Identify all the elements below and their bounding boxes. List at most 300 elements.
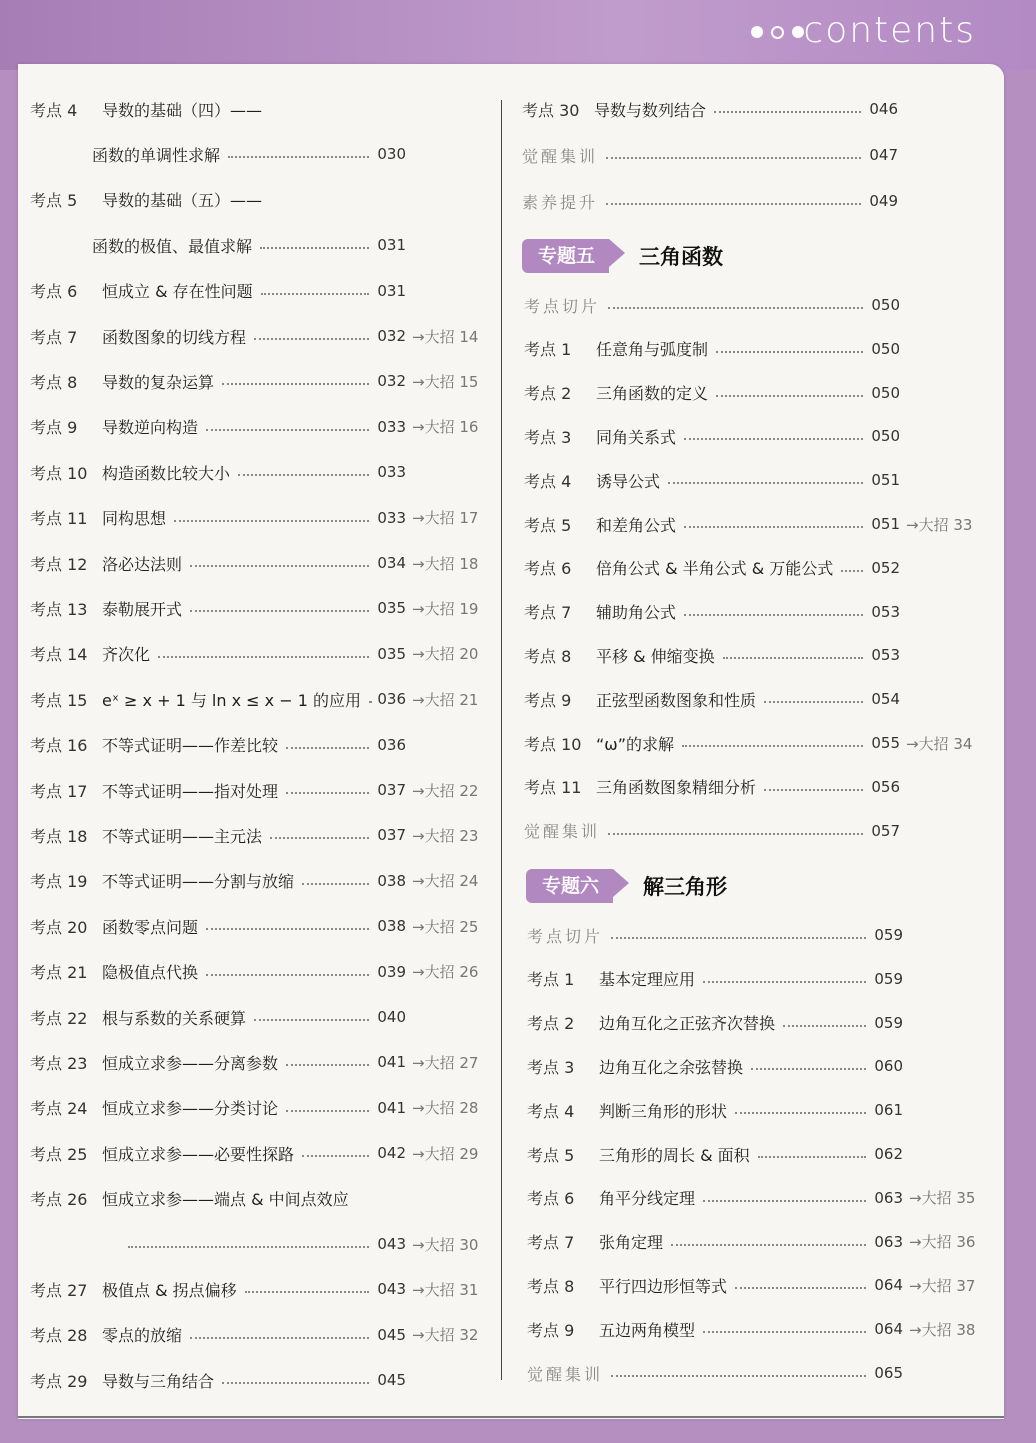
cross-reference: →大招 31 [412, 1280, 479, 1299]
page-number: 043 [377, 1280, 406, 1299]
dot-leader [608, 307, 863, 309]
entry-title: 函数图象的切线方程 [102, 327, 247, 347]
toc-entry[interactable] [527, 1097, 989, 1123]
toc-entry[interactable] [30, 459, 492, 485]
entry-number: 考点 18 [30, 826, 88, 846]
entry-title: 齐次化 [102, 645, 151, 665]
page-number: 065 [874, 1364, 903, 1382]
dot-leader [671, 1244, 866, 1246]
toc-entry[interactable] [30, 323, 492, 349]
toc-entry[interactable] [524, 818, 986, 844]
dot-leader [841, 570, 863, 572]
dot-leader [270, 837, 369, 839]
entry-title: 同构思想 [102, 509, 167, 529]
contents-heading: contents [803, 10, 976, 51]
entry-number: 考点 12 [30, 554, 88, 574]
page-number: 050 [871, 296, 900, 314]
toc-entry[interactable] [30, 368, 492, 394]
toc-entry[interactable] [30, 1140, 492, 1166]
page-number: 049 [869, 192, 898, 210]
page-number: 042 [377, 1144, 406, 1163]
page-number: 054 [871, 690, 900, 709]
entry-number: 考点 24 [30, 1099, 88, 1119]
page-number: 060 [874, 1057, 903, 1076]
section-title: 三角函数 [639, 245, 724, 269]
entry-number: 考点 7 [30, 327, 78, 347]
entry-number: 考点 3 [524, 427, 572, 447]
dot-leader [668, 482, 863, 484]
dot-icon [751, 26, 763, 38]
entry-number: 考点 5 [30, 191, 78, 211]
entry-title: 边角互化之余弦替换 [599, 1057, 744, 1077]
column-divider [501, 100, 502, 1380]
page-number: 045 [377, 1325, 406, 1344]
entry-number: 考点 17 [30, 781, 88, 801]
entry-title: 导数逆向构造 [102, 418, 199, 438]
toc-entry[interactable] [524, 423, 986, 449]
entry-number: 考点 4 [524, 471, 572, 491]
page-number: 040 [377, 1008, 406, 1026]
entry-title: 角平分线定理 [599, 1189, 696, 1209]
entry-number: 考点 6 [30, 282, 78, 302]
toc-entry[interactable] [30, 822, 492, 848]
page-number: 030 [377, 145, 406, 164]
toc-entry[interactable] [30, 641, 492, 667]
cross-reference: →大招 17 [412, 509, 479, 528]
cross-reference: →大招 29 [412, 1144, 479, 1163]
entry-title: 三角函数的定义 [596, 384, 709, 404]
cross-reference: →大招 15 [412, 372, 479, 391]
entry-title: 洛必达法则 [102, 554, 183, 574]
cross-reference: →大招 32 [412, 1326, 479, 1345]
cross-reference: →大招 14 [412, 327, 479, 346]
entry-number: 考点 1 [524, 340, 572, 360]
page-number: 051 [871, 515, 900, 533]
toc-entry[interactable] [30, 868, 492, 894]
entry-number: 考点 23 [30, 1053, 88, 1073]
entry-number: 考点 29 [30, 1371, 88, 1391]
dot-leader [286, 792, 369, 794]
toc-entry[interactable] [527, 1141, 989, 1167]
entry-title: 边角互化之正弦齐次替换 [599, 1014, 776, 1034]
toc-entry[interactable] [527, 1229, 989, 1255]
page-number: 063 [874, 1232, 903, 1251]
entry-title: 觉醒集训 [527, 1364, 604, 1384]
dot-leader [764, 789, 863, 791]
dot-leader [302, 1155, 369, 1157]
toc-entry[interactable] [524, 292, 986, 318]
entry-number: 考点 1 [527, 970, 575, 990]
entry-title: 极值点 & 拐点偏移 [102, 1280, 237, 1300]
page-number: 035 [377, 599, 406, 618]
page-number: 037 [377, 826, 406, 845]
cross-reference: →大招 35 [909, 1189, 976, 1208]
entry-number: 考点 5 [527, 1145, 575, 1165]
toc-entry[interactable] [30, 1322, 492, 1348]
toc-entry[interactable] [524, 686, 986, 712]
entry-title: 判断三角形的形状 [599, 1101, 728, 1121]
toc-entry[interactable] [92, 232, 492, 258]
dot-leader [222, 1382, 369, 1384]
page-number: 045 [377, 1371, 406, 1390]
entry-number: 考点 3 [527, 1057, 575, 1077]
entry-number: 考点 16 [30, 736, 88, 756]
dot-leader [611, 1375, 866, 1377]
dot-leader [758, 1156, 867, 1158]
entry-title: 导数的复杂运算 [102, 372, 215, 392]
dot-leader [190, 610, 369, 612]
page-number: 056 [871, 777, 900, 796]
page-number: 059 [874, 969, 903, 988]
dot-leader [714, 111, 861, 113]
entry-number: 考点 10 [524, 734, 582, 754]
entry-title: 函数的单调性求解 [92, 145, 221, 165]
entry-number: 考点 20 [30, 917, 88, 937]
toc-entry[interactable] [30, 732, 492, 758]
dot-leader [684, 526, 863, 528]
dot-leader [684, 614, 863, 616]
entry-title: 五边两角模型 [599, 1320, 696, 1340]
dot-leader [238, 474, 369, 476]
page-number: 035 [377, 644, 406, 663]
entry-title: 觉醒集训 [522, 146, 599, 166]
cross-reference: →大招 28 [412, 1099, 479, 1118]
entry-title: 恒成立 & 存在性问题 [102, 282, 253, 302]
entry-number: 考点 10 [30, 463, 88, 483]
cross-reference: →大招 34 [906, 734, 973, 753]
page-number: 038 [377, 917, 406, 936]
dot-leader [206, 928, 369, 930]
page-number: 033 [377, 463, 406, 482]
entry-title: 不等式证明——指对处理 [102, 781, 279, 801]
dot-leader [261, 293, 370, 295]
entry-title: 考点切片 [527, 926, 604, 946]
dot-leader [190, 565, 369, 567]
entry-title: 零点的放缩 [102, 1326, 183, 1346]
entry-number: 考点 30 [522, 100, 580, 120]
entry-title: 恒成立求参——端点 & 中间点效应 [102, 1190, 349, 1210]
page-number: 051 [871, 471, 900, 490]
cross-reference: →大招 25 [412, 917, 479, 936]
dot-leader [206, 974, 369, 976]
toc-entry[interactable] [120, 1231, 492, 1257]
dot-leader [606, 203, 861, 205]
page-number: 034 [377, 554, 406, 572]
entry-number: 考点 2 [524, 384, 572, 404]
section-title: 解三角形 [643, 875, 728, 899]
dot-leader [286, 1064, 369, 1066]
entry-number: 考点 8 [527, 1276, 575, 1296]
dot-leader [735, 1287, 866, 1289]
dots-decoration [751, 26, 804, 39]
entry-number: 考点 9 [30, 418, 78, 438]
toc-entry[interactable] [30, 414, 492, 440]
toc-entry[interactable] [524, 555, 986, 581]
dot-leader [723, 657, 864, 659]
entry-title: 导数与数列结合 [594, 100, 707, 120]
toc-entry[interactable] [527, 966, 989, 992]
dot-leader [703, 1331, 866, 1333]
page-number: 062 [874, 1145, 903, 1163]
toc-entry[interactable] [527, 1316, 989, 1342]
page-number: 046 [869, 100, 898, 118]
page-number: 053 [871, 602, 900, 621]
entry-title: 平行四边形恒等式 [599, 1276, 728, 1296]
cross-reference: →大招 22 [412, 781, 479, 800]
entry-number: 考点 21 [30, 963, 88, 983]
dot-leader [751, 1068, 866, 1070]
toc-entry[interactable] [30, 777, 492, 803]
cross-reference: →大招 19 [412, 599, 479, 618]
page-number: 032 [377, 372, 406, 391]
page-number: 064 [874, 1320, 903, 1339]
page-number: 036 [377, 735, 406, 754]
cross-reference: →大招 24 [412, 872, 479, 891]
dot-leader [716, 395, 863, 397]
section-header [522, 238, 723, 274]
entry-number: 考点 7 [527, 1233, 575, 1253]
entry-number: 考点 9 [524, 690, 572, 710]
toc-entry[interactable] [524, 642, 986, 668]
entry-title: 函数零点问题 [102, 917, 199, 937]
entry-title: 倍角公式 & 半角公式 & 万能公式 [596, 559, 834, 579]
dot-leader [245, 1291, 370, 1293]
page-number: 064 [874, 1276, 903, 1295]
toc-entry[interactable] [522, 142, 984, 168]
entry-number: 考点 15 [30, 690, 88, 710]
toc-entry[interactable] [30, 550, 492, 576]
page-number: 050 [871, 427, 900, 446]
cross-reference: →大招 18 [412, 554, 479, 573]
page-number: 063 [874, 1188, 903, 1207]
page-number: 039 [377, 962, 406, 981]
toc-entry[interactable] [524, 336, 986, 362]
entry-title: 正弦型函数图象和性质 [596, 690, 757, 710]
toc-entry[interactable] [524, 599, 986, 625]
page-number: 041 [377, 1098, 406, 1117]
cross-reference: →大招 16 [412, 418, 479, 437]
cross-reference: →大招 26 [412, 963, 479, 982]
cross-reference: →大招 38 [909, 1320, 976, 1339]
entry-number: 考点 26 [30, 1190, 88, 1210]
page-number: 053 [871, 646, 900, 665]
dot-leader [128, 1246, 369, 1248]
toc-entry[interactable] [527, 1053, 989, 1079]
page-number: 033 [377, 417, 406, 436]
entry-title: 导数与三角结合 [102, 1371, 215, 1391]
entry-number: 考点 7 [524, 603, 572, 623]
entry-number: 考点 13 [30, 599, 88, 619]
entry-title: 函数的极值、最值求解 [92, 236, 253, 256]
toc-entry[interactable] [30, 187, 492, 213]
cross-reference: →大招 30 [412, 1235, 479, 1254]
page-number: 055 [871, 734, 900, 752]
entry-number: 考点 4 [30, 100, 78, 120]
page-number: 050 [871, 339, 900, 358]
cross-reference: →大招 23 [412, 826, 479, 845]
toc-entry[interactable] [527, 1360, 989, 1386]
entry-title: 任意角与弧度制 [596, 340, 709, 360]
dot-leader [190, 1337, 369, 1339]
page-number: 041 [377, 1053, 406, 1072]
dot-leader [286, 1110, 369, 1112]
dot-leader [158, 656, 369, 658]
entry-title: 同角关系式 [596, 427, 677, 447]
toc-entry[interactable] [30, 1095, 492, 1121]
toc-entry[interactable] [30, 1186, 492, 1212]
toc-entry[interactable] [30, 278, 492, 304]
page-number: 031 [377, 236, 406, 255]
section-badge: 专题五 [522, 239, 609, 273]
page-number: 043 [377, 1235, 406, 1253]
page-number: 038 [377, 871, 406, 890]
entry-title: 泰勒展开式 [102, 599, 183, 619]
entry-title: 根与系数的关系硬算 [102, 1008, 247, 1028]
dot-leader [764, 701, 863, 703]
header-banner [0, 0, 1036, 70]
section-header [526, 868, 727, 904]
entry-number: 考点 28 [30, 1326, 88, 1346]
entry-number: 考点 8 [30, 372, 78, 392]
page-number: 032 [377, 327, 406, 345]
entry-title: 不等式证明——主元法 [102, 826, 263, 846]
dot-leader [222, 383, 369, 385]
dot-icon [792, 26, 804, 38]
dot-leader [260, 247, 369, 249]
toc-entry[interactable] [30, 1276, 492, 1302]
entry-number: 考点 6 [524, 559, 572, 579]
toc-entry[interactable] [30, 505, 492, 531]
entry-title: 恒成立求参——必要性探路 [102, 1144, 295, 1164]
entry-title: eˣ ≥ x + 1 与 ln x ≤ x − 1 的应用 [102, 690, 361, 710]
page-number: 050 [871, 383, 900, 402]
entry-title: 考点切片 [524, 296, 601, 316]
entry-title: 隐极值点代换 [102, 963, 199, 983]
entry-title: 导数的基础（四）—— [102, 100, 263, 120]
toc-entry[interactable] [524, 774, 986, 800]
entry-title: 平移 & 伸缩变换 [596, 646, 715, 666]
dot-leader [783, 1025, 866, 1027]
entry-title: “ω”的求解 [596, 734, 674, 754]
dot-leader [716, 351, 863, 353]
page-number: 057 [871, 821, 900, 840]
entry-number: 考点 27 [30, 1280, 88, 1300]
entry-number: 考点 5 [524, 515, 572, 535]
entry-title: 辅助角公式 [596, 603, 677, 623]
page-number: 059 [874, 926, 903, 944]
toc-entry[interactable] [92, 141, 492, 167]
dot-leader [206, 429, 369, 431]
page-number: 059 [874, 1013, 903, 1032]
dot-leader [684, 438, 863, 440]
entry-title: 导数的基础（五）—— [102, 191, 263, 211]
toc-entry[interactable] [524, 467, 986, 493]
entry-title: 诱导公式 [596, 471, 661, 491]
entry-number: 考点 11 [524, 778, 582, 798]
toc-entry[interactable] [522, 188, 984, 214]
section-badge: 专题六 [526, 869, 613, 903]
entry-number: 考点 6 [527, 1189, 575, 1209]
entry-number: 考点 9 [527, 1320, 575, 1340]
dot-leader [611, 937, 866, 939]
entry-number: 考点 11 [30, 509, 88, 529]
dot-leader [703, 981, 866, 983]
toc-entry[interactable] [30, 959, 492, 985]
toc-entry[interactable] [30, 595, 492, 621]
entry-number: 考点 19 [30, 872, 88, 892]
toc-entry[interactable] [30, 1049, 492, 1075]
entry-title: 恒成立求参——分类讨论 [102, 1099, 279, 1119]
toc-entry[interactable] [30, 96, 492, 122]
entry-title: 三角函数图象精细分析 [596, 778, 757, 798]
entry-title: 三角形的周长 & 面积 [599, 1145, 750, 1165]
bottom-rule [18, 1416, 1004, 1418]
dot-leader [254, 1019, 369, 1021]
toc-entry[interactable] [524, 730, 986, 756]
entry-title: 张角定理 [599, 1233, 664, 1253]
page-number: 033 [377, 508, 406, 527]
entry-title: 恒成立求参——分离参数 [102, 1053, 279, 1073]
toc-entry[interactable] [527, 1185, 989, 1211]
dot-leader [286, 747, 369, 749]
dot-leader [735, 1112, 866, 1114]
cross-reference: →大招 36 [909, 1233, 976, 1252]
toc-entry[interactable] [527, 922, 989, 948]
toc-entry[interactable] [30, 1367, 492, 1393]
dot-leader [606, 157, 861, 159]
page-number: 052 [871, 558, 900, 577]
entry-number: 考点 22 [30, 1008, 88, 1028]
page-number: 047 [869, 146, 898, 164]
cross-reference: →大招 21 [412, 690, 479, 709]
toc-entry[interactable] [30, 686, 492, 712]
cross-reference: →大招 33 [906, 515, 973, 534]
page-number: 031 [377, 281, 406, 300]
dot-leader [682, 745, 863, 747]
entry-title: 觉醒集训 [524, 822, 601, 842]
dot-leader [703, 1200, 866, 1202]
toc-entry[interactable] [527, 1272, 989, 1298]
toc-entry[interactable] [527, 1010, 989, 1036]
entry-number: 考点 25 [30, 1144, 88, 1164]
page-number: 037 [377, 781, 406, 799]
toc-entry[interactable] [30, 913, 492, 939]
toc-entry[interactable] [522, 96, 984, 122]
cross-reference: →大招 27 [412, 1053, 479, 1072]
entry-title: 构造函数比较大小 [102, 463, 231, 483]
dot-leader [254, 338, 369, 340]
cross-reference: →大招 37 [909, 1276, 976, 1295]
entry-title: 不等式证明——分割与放缩 [102, 872, 295, 892]
dot-leader [174, 520, 369, 522]
toc-entry[interactable] [524, 380, 986, 406]
entry-title: 和差角公式 [596, 515, 677, 535]
entry-number: 考点 2 [527, 1014, 575, 1034]
page-number: 036 [377, 690, 406, 709]
dot-leader [608, 833, 863, 835]
entry-number: 考点 4 [527, 1101, 575, 1121]
toc-entry[interactable] [524, 511, 986, 537]
entry-title: 不等式证明——作差比较 [102, 736, 279, 756]
entry-number: 考点 14 [30, 645, 88, 665]
dot-leader [228, 156, 369, 158]
dot-ring-icon [771, 26, 784, 39]
page-number: 061 [874, 1101, 903, 1120]
toc-entry[interactable] [30, 1004, 492, 1030]
cross-reference: →大招 20 [412, 645, 479, 664]
entry-number: 考点 8 [524, 646, 572, 666]
entry-title: 素养提升 [522, 192, 599, 212]
